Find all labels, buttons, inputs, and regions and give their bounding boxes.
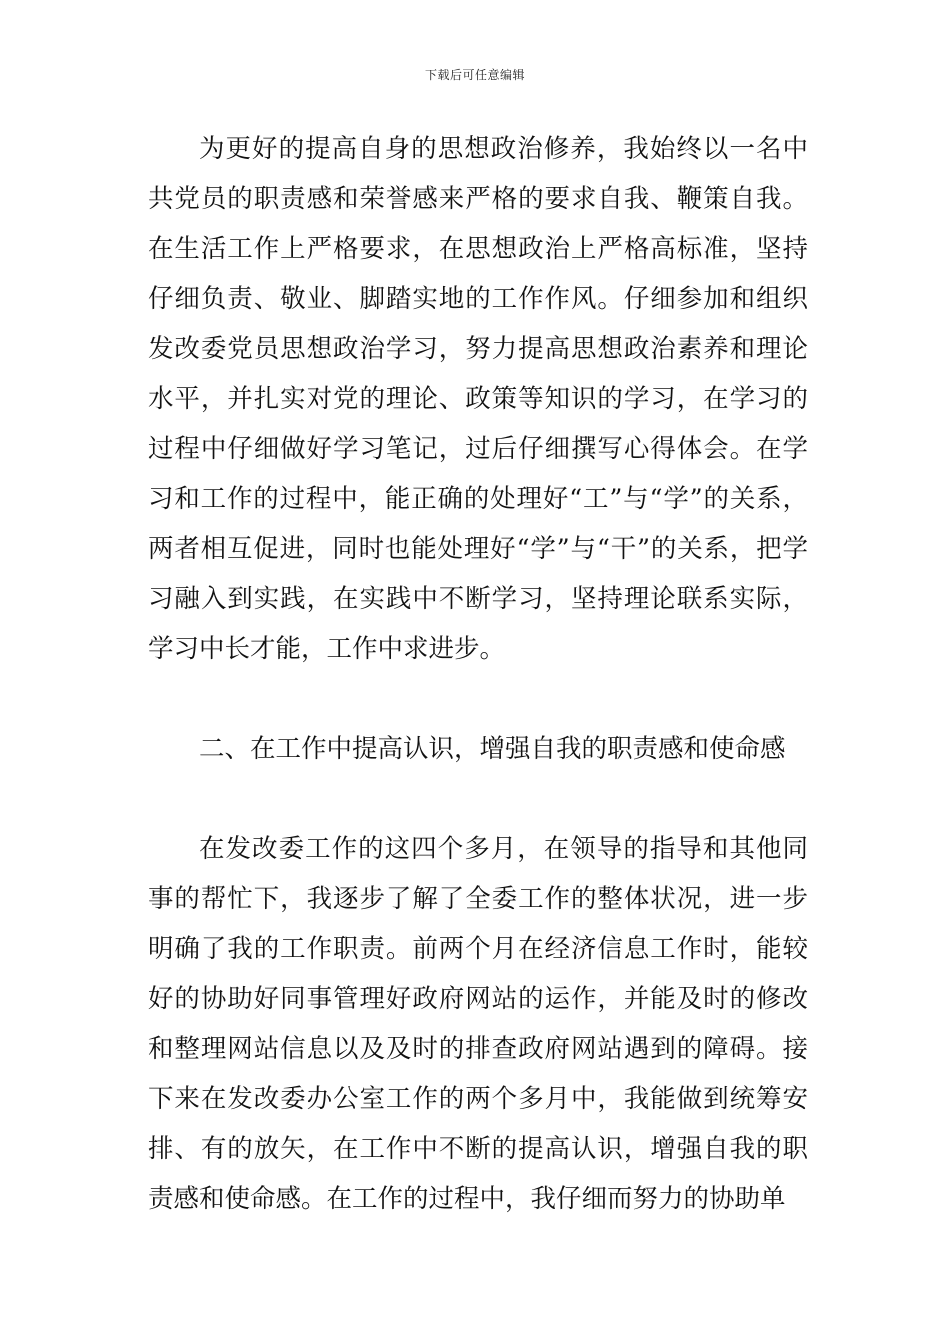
section-heading: 二、在工作中提高认识，增强自我的职责感和使命感	[199, 734, 786, 764]
body-paragraph-1: 为更好的提高自身的思想政治修养，我始终以一名中共党员的职责感和荣誉感来严格的要求自我、鞭策自我。在生活工作上严格要求，在思想政治上严格高标准，坚持仔细负责、敬业、脚踏实地的工作作风。仔细参加和组织发改委党员思想政治学习，努力提高思想政治素养和理论水平，并扎实对党的理论、政策等知识的学习，在学习的过程中仔细做好学习笔记，过后仔细撰写心得体会。在学习和工作的过程中，能正确的处理好“工”与“学”的关系，两者相互促进，同时也能处理好“学”与“干”的关系，把学习融入到实践，在实践中不断学习，坚持理论联系实际，学习中长才能，工作中求进步。	[148, 134, 808, 664]
body-paragraph-2: 在发改委工作的这四个多月，在领导的指导和其他同事的帮忙下，我逐步了解了全委工作的整体状况，进一步明确了我的工作职责。前两个月在经济信息工作时，能较好的协助好同事管理好政府网站的运作，并能及时的修改和整理网站信息以及及时的排查政府网站遇到的障碍。接下来在发改委办公室工作的两个多月中，我能做到统筹安排、有的放矢，在工作中不断的提高认识，增强自我的职责感和使命感。在工作的过程中，我仔细而努力的协助单	[148, 834, 808, 1214]
page-header-note: 下载后可任意编辑	[424, 68, 525, 82]
